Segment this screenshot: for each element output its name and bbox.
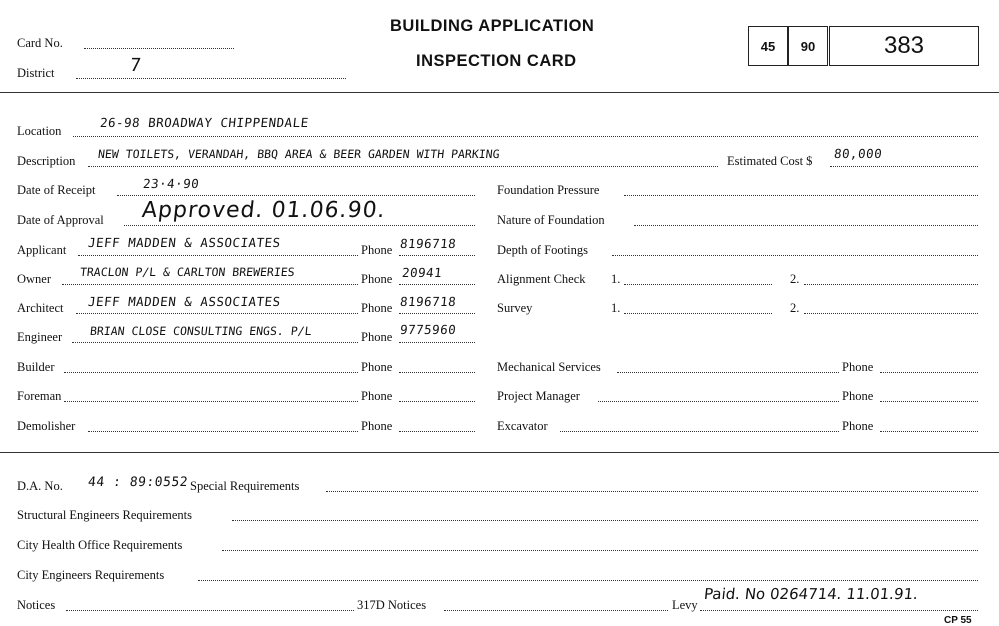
builder-line bbox=[64, 372, 358, 373]
owner-phone-label: Phone bbox=[361, 272, 393, 286]
title-line2: INSPECTION CARD bbox=[416, 52, 577, 70]
card-no-label: Card No. bbox=[17, 36, 63, 50]
architect-phone-label: Phone bbox=[361, 301, 393, 315]
mechanical-phone-label: Phone bbox=[842, 360, 874, 374]
health-line bbox=[222, 550, 978, 551]
date-approval-label: Date of Approval bbox=[17, 213, 104, 227]
location-line bbox=[73, 136, 978, 137]
date-approval-value[interactable]: Approved. 01.06.90. bbox=[140, 198, 387, 223]
owner-value[interactable]: TRACLON P/L & CARLTON BREWERIES bbox=[79, 265, 296, 279]
foundation-pressure-label: Foundation Pressure bbox=[497, 183, 600, 197]
architect-line bbox=[76, 313, 358, 314]
alignment-check-label: Alignment Check bbox=[497, 272, 586, 286]
foreman-label: Foreman bbox=[17, 389, 62, 403]
foreman-line bbox=[64, 401, 358, 402]
notices317-line bbox=[444, 610, 668, 611]
applicant-phone-line bbox=[399, 255, 475, 256]
demolisher-phone-label: Phone bbox=[361, 419, 393, 433]
alignment-line-2 bbox=[804, 284, 978, 285]
district-line bbox=[76, 78, 346, 79]
demolisher-label: Demolisher bbox=[17, 419, 76, 433]
form-ref: CP 55 bbox=[944, 615, 972, 626]
owner-line bbox=[62, 284, 358, 285]
date-approval-line bbox=[124, 225, 475, 226]
foreman-phone-label: Phone bbox=[361, 389, 393, 403]
demolisher-line bbox=[88, 431, 358, 432]
description-label: Description bbox=[17, 154, 76, 168]
excavator-line bbox=[560, 431, 839, 432]
description-line bbox=[88, 166, 718, 167]
excavator-phone-label: Phone bbox=[842, 419, 874, 433]
location-value[interactable]: 26-98 BROADWAY CHIPPENDALE bbox=[99, 115, 310, 130]
estimated-cost-label: Estimated Cost $ bbox=[727, 154, 813, 168]
project-manager-label: Project Manager bbox=[497, 389, 580, 403]
da-label: D.A. No. bbox=[17, 479, 63, 493]
project-manager-line bbox=[598, 401, 839, 402]
special-line bbox=[326, 491, 978, 492]
levy-label: Levy bbox=[672, 598, 698, 612]
builder-phone-line bbox=[399, 372, 475, 373]
engineer-line bbox=[72, 342, 358, 343]
structural-label: Structural Engineers Requirements bbox=[17, 508, 192, 522]
engineer-phone[interactable]: 9775960 bbox=[399, 322, 458, 337]
project-manager-phone-label: Phone bbox=[842, 389, 874, 403]
alignment-num2: 2. bbox=[790, 272, 800, 286]
architect-value[interactable]: JEFF MADDEN & ASSOCIATES bbox=[87, 294, 282, 309]
da-value[interactable]: 44 : 89:0552 bbox=[87, 475, 189, 490]
engineer-phone-line bbox=[399, 342, 475, 343]
survey-num2: 2. bbox=[790, 301, 800, 315]
mechanical-label: Mechanical Services bbox=[497, 360, 601, 374]
survey-label: Survey bbox=[497, 301, 533, 315]
estimated-cost-line bbox=[830, 166, 978, 167]
excavator-phone-line bbox=[880, 431, 978, 432]
owner-phone-line bbox=[399, 284, 475, 285]
date-receipt-value[interactable]: 23·4·90 bbox=[142, 176, 201, 191]
applicant-phone-label: Phone bbox=[361, 243, 393, 257]
mechanical-phone-line bbox=[880, 372, 978, 373]
location-label: Location bbox=[17, 124, 62, 138]
middle-divider bbox=[0, 452, 999, 453]
project-manager-phone-line bbox=[880, 401, 978, 402]
district-label: District bbox=[17, 66, 55, 80]
levy-line bbox=[700, 610, 978, 611]
notices317-label: 317D Notices bbox=[357, 598, 427, 612]
notices-line bbox=[66, 610, 354, 611]
nature-foundation-line bbox=[634, 225, 978, 226]
architect-phone[interactable]: 8196718 bbox=[399, 294, 458, 309]
architect-label: Architect bbox=[17, 301, 64, 315]
applicant-label: Applicant bbox=[17, 243, 67, 257]
owner-phone[interactable]: 20941 bbox=[401, 265, 443, 280]
special-label: Special Requirements bbox=[190, 479, 300, 493]
engineer-phone-label: Phone bbox=[361, 330, 393, 344]
alignment-line-1 bbox=[624, 284, 772, 285]
district-value[interactable]: 7 bbox=[128, 55, 143, 76]
applicant-line bbox=[78, 255, 358, 256]
header-divider bbox=[0, 92, 999, 93]
architect-phone-line bbox=[399, 313, 475, 314]
alignment-num1: 1. bbox=[611, 272, 621, 286]
engineer-value[interactable]: BRIAN CLOSE CONSULTING ENGS. P/L bbox=[89, 324, 313, 338]
engineers-line bbox=[198, 580, 978, 581]
title-line1: BUILDING APPLICATION bbox=[390, 17, 595, 35]
survey-num1: 1. bbox=[611, 301, 621, 315]
mechanical-line bbox=[617, 372, 839, 373]
description-value[interactable]: NEW TOILETS, VERANDAH, BBQ AREA & BEER GARDEN WITH PARKING bbox=[97, 147, 501, 161]
applicant-value[interactable]: JEFF MADDEN & ASSOCIATES bbox=[87, 235, 282, 250]
excavator-label: Excavator bbox=[497, 419, 548, 433]
demolisher-phone-line bbox=[399, 431, 475, 432]
card-box-1: 45 bbox=[748, 26, 788, 66]
notices-label: Notices bbox=[17, 598, 56, 612]
structural-line bbox=[232, 520, 978, 521]
card-number: 383 bbox=[829, 26, 979, 66]
survey-line-1 bbox=[624, 313, 772, 314]
foreman-phone-line bbox=[399, 401, 475, 402]
depth-footings-label: Depth of Footings bbox=[497, 243, 588, 257]
foundation-pressure-line bbox=[624, 195, 978, 196]
nature-foundation-label: Nature of Foundation bbox=[497, 213, 605, 227]
builder-label: Builder bbox=[17, 360, 55, 374]
card-box-2: 90 bbox=[788, 26, 828, 66]
date-receipt-line bbox=[117, 195, 475, 196]
builder-phone-label: Phone bbox=[361, 360, 393, 374]
levy-value[interactable]: Paid. No 0264714. 11.01.91. bbox=[703, 585, 919, 603]
owner-label: Owner bbox=[17, 272, 52, 286]
engineer-label: Engineer bbox=[17, 330, 63, 344]
survey-line-2 bbox=[804, 313, 978, 314]
date-receipt-label: Date of Receipt bbox=[17, 183, 96, 197]
health-label: City Health Office Requirements bbox=[17, 538, 183, 552]
depth-footings-line bbox=[612, 255, 978, 256]
applicant-phone[interactable]: 8196718 bbox=[399, 236, 458, 251]
engineers-label: City Engineers Requirements bbox=[17, 568, 165, 582]
card-no-line bbox=[84, 48, 234, 49]
estimated-cost-value[interactable]: 80,000 bbox=[833, 146, 883, 161]
